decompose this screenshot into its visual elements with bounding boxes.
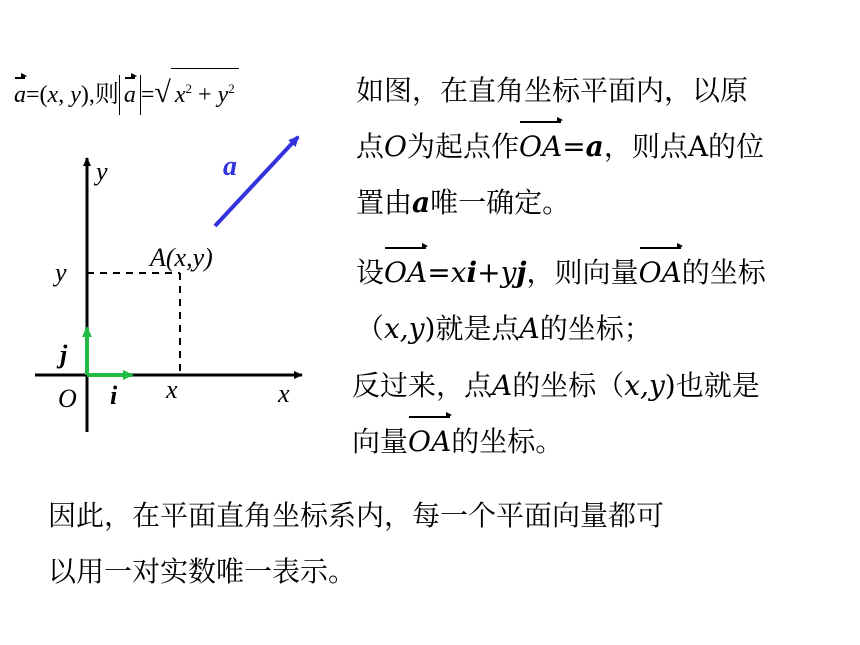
para3-line2: 向量OA的坐标。 <box>352 414 760 470</box>
vector-oa: OA <box>519 119 562 175</box>
para2-line2: （x,y)就是点A的坐标； <box>356 312 652 345</box>
y-tick-label: y <box>55 258 67 287</box>
y-axis-label: y <box>96 157 108 186</box>
conclusion-line2: 以用一对实数唯一表示。 <box>48 555 357 588</box>
magnitude-formula: a=(x, y),则 a =√ $x^2 + y^2$ <box>14 68 239 115</box>
paragraph-converse <box>352 358 760 470</box>
sqrt-radicand: $x^2 + y^2$ <box>171 68 239 115</box>
para1-line2: 点O为起点作OA=a，则点A的位 <box>356 119 764 175</box>
para2-line1: 设OA=xi+yj，则向量OA的坐标 <box>356 245 766 301</box>
x-axis-label: x <box>278 379 290 408</box>
sqrt-sign: √ <box>154 76 171 109</box>
coordinate-diagram <box>0 120 340 450</box>
para1-line3: 置由a唯一确定。 <box>356 186 571 219</box>
point-a-label: A(x,y) <box>150 243 213 272</box>
vector-oa: OA <box>639 245 682 301</box>
paragraph-coordinates <box>356 245 766 357</box>
vector-a-symbol: a <box>14 75 26 115</box>
vector-oa: OA <box>384 245 427 301</box>
conclusion-text <box>48 488 664 600</box>
x-tick-label: x <box>166 375 178 404</box>
origin-label: O <box>58 384 77 413</box>
j-label: j <box>60 340 68 369</box>
i-label: i <box>110 381 118 410</box>
a-label: a <box>223 151 237 182</box>
vector-oa: OA <box>408 414 451 470</box>
paragraph-definition <box>356 63 764 231</box>
magnitude-bars: a <box>119 75 141 115</box>
para3-line1: 反过来，点A的坐标（x,y)也就是 <box>352 369 760 402</box>
conclusion-line1: 因此，在平面直角坐标系内，每一个平面向量都可 <box>48 499 665 532</box>
para1-line1: 如图，在直角坐标平面内，以原 <box>356 74 749 107</box>
